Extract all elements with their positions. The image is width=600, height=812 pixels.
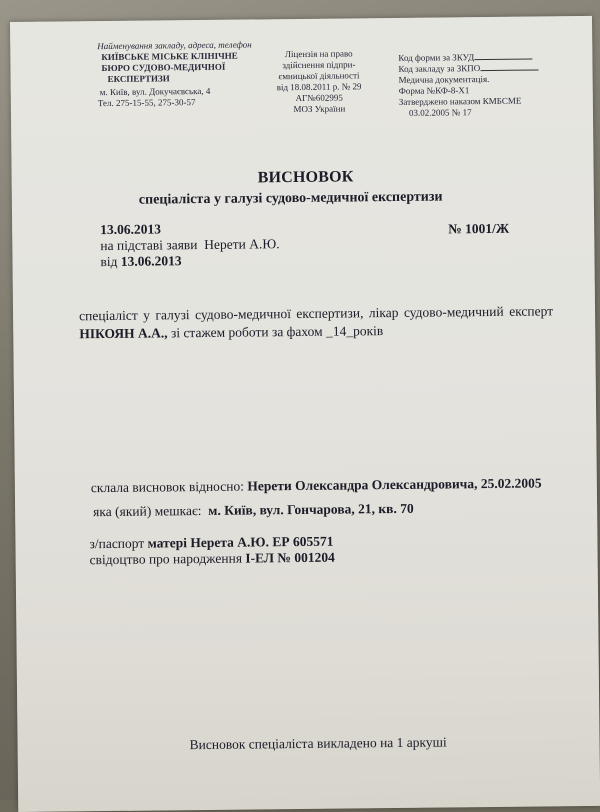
form-code-line: Код форми за ЗКУД <box>398 51 538 63</box>
from-prefix: від <box>100 253 118 270</box>
med-doc-line: Медична документація. <box>398 73 490 85</box>
header-caption: Найменування закладу, адреса, телефон <box>97 39 252 52</box>
residence-line <box>93 500 414 521</box>
passport-value: матері Нерета А.Ю. ЕР 605571 <box>147 533 334 551</box>
from-line <box>100 252 181 271</box>
org-phone: Тел. 275-15-55, 275-30-57 <box>97 97 196 109</box>
specialist-line2-prefix: експерт <box>509 303 554 319</box>
certificate-value: І-ЕЛ № 001204 <box>245 549 335 566</box>
document-subtitle: спеціаліста у галузі судово-медичної експертизи <box>138 189 443 208</box>
specialist-line1: спеціаліст у галузі судово-медичної експертизи, лікар судово-медичний <box>79 303 504 324</box>
passport-label: з/паспорт <box>89 535 145 552</box>
document-page <box>10 16 600 812</box>
org-name-line1: КИЇВСЬКЕ МІСЬКЕ КЛІНІЧНЕ <box>101 50 238 63</box>
license-line3: ємницької діяльності <box>278 70 360 82</box>
approved-date-line: 03.02.2005 № 17 <box>408 107 472 118</box>
document-number: № 1001/Ж <box>448 220 510 237</box>
subject-value: Нерети Олександра Олександровича, 25.02.2005 <box>247 475 542 494</box>
document-date: 13.06.2013 <box>100 221 162 238</box>
document-title: ВИСНОВОК <box>257 168 354 187</box>
license-line2: здійснення підпри- <box>282 59 356 71</box>
certificate-line <box>90 549 335 570</box>
license-line4: від 18.08.2011 р. № 29 <box>276 81 362 93</box>
certificate-label: свідоцтво про народження <box>89 550 243 568</box>
org-code-line: Код закладу за ЗКПО <box>398 62 538 74</box>
org-name-line3: ЕКСПЕРТИЗИ <box>107 73 170 84</box>
subject-line <box>91 474 542 497</box>
license-line1: Ліцензія на право <box>284 48 353 60</box>
residence-value: м. Київ, вул. Гончарова, 21, кв. 70 <box>208 500 414 518</box>
approved-line: Затверджено наказом КМБСМЕ <box>398 95 522 107</box>
specialist-experience: зі стажем роботи за фахом _14_років <box>170 323 384 341</box>
header-middle <box>276 48 362 115</box>
org-name-line2: БЮРО СУДОВО-МЕДИЧНОЇ <box>101 61 226 74</box>
subject-label: склала висновок відносно: <box>90 478 245 496</box>
form-number-line: Форма №КФ-8-Х1 <box>398 85 470 96</box>
header-left <box>97 39 252 109</box>
specialist-name: НІКОЯН А.А., <box>79 325 168 342</box>
basis-name: Нерети А.Ю. <box>204 236 280 252</box>
header-right <box>398 51 538 118</box>
specialist-paragraph <box>79 302 553 343</box>
footer-note: Висновок спеціаліста викладено на 1 аркуші <box>189 734 447 753</box>
license-line6: МОЗ України <box>293 103 346 115</box>
from-date: 13.06.2013 <box>120 253 182 269</box>
residence-label: яка (який) мешкає: <box>93 503 202 520</box>
basis-prefix: на підставі заяви <box>100 237 198 254</box>
org-address: м. Київ, вул. Докучаєвська, 4 <box>99 85 211 98</box>
license-line5: АГ№602995 <box>295 92 343 104</box>
